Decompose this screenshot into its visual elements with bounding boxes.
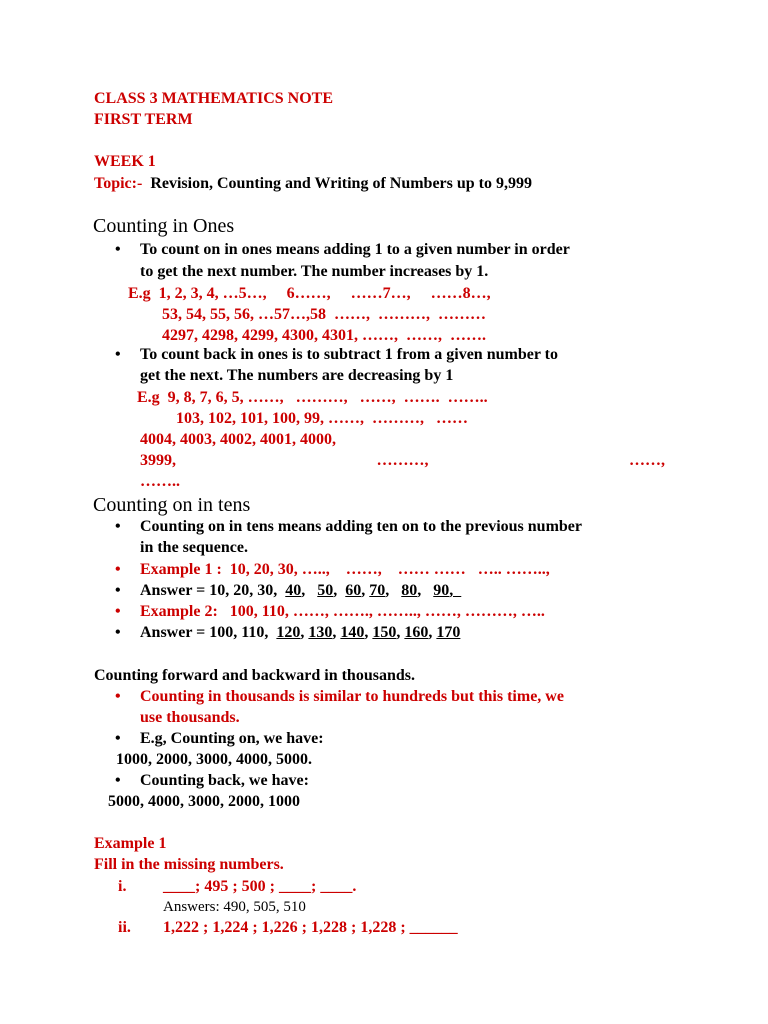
- ones-back-example-1: E.g 9, 8, 7, 6, 5, ……, ………, ……, ……. ……..: [137, 389, 488, 406]
- answer-value: 90: [433, 582, 450, 599]
- ones-back-example-4a: 3999,: [140, 452, 176, 469]
- example-instruction: Fill in the missing numbers.: [94, 856, 284, 873]
- ones-example-2: 53, 54, 55, 56, …57…,58 ……, ………, ………: [162, 306, 486, 323]
- tens-answer-2: • Answer = 100, 110, 120, 130, 140, 150, 160, 170: [140, 623, 460, 643]
- thousands-on-values: 1000, 2000, 3000, 4000, 5000.: [116, 751, 312, 768]
- ones-example-1: E.g 1, 2, 3, 4, …5…, 6……, ……7…, ……8…,: [128, 285, 491, 302]
- tens-heading: Counting on in tens: [93, 494, 251, 516]
- answer-value: 150: [372, 624, 397, 641]
- ones-back-line1: • To count back in ones is to subtract 1 from a given number to: [140, 345, 558, 365]
- ones-back-example-4: [140, 451, 665, 471]
- topic-line: [94, 174, 532, 194]
- thousands-back-label: • Counting back, we have:: [140, 771, 309, 791]
- doc-title: CLASS 3 MATHEMATICS NOTE: [94, 90, 333, 107]
- example-ii-question: 1,222 ; 1,224 ; 1,226 ; 1,228 ; 1,228 ; ______: [163, 919, 458, 936]
- example-i-question: ____; 495 ; 500 ; ____; ____.: [163, 878, 357, 895]
- ones-heading: Counting in Ones: [93, 215, 235, 237]
- answer-value: 40: [285, 582, 302, 599]
- thousands-heading: Counting forward and backward in thousands.: [94, 667, 415, 684]
- topic-text: Revision, Counting and Writing of Numbers up to 9,999: [150, 175, 533, 192]
- answer-value: 50: [317, 582, 334, 599]
- ones-on-line1: • To count on in ones means adding 1 to a given number in order: [140, 240, 570, 260]
- tens-answer-2-prefix: Answer = 100, 110,: [140, 624, 273, 641]
- ones-example-3: 4297, 4298, 4299, 4300, 4301, ……, ……, …….: [162, 327, 486, 344]
- tens-answer-1-prefix: Answer = 10, 20, 30,: [140, 582, 282, 599]
- example-title: Example 1: [94, 835, 167, 852]
- answer-value: 160: [404, 624, 429, 641]
- ones-back-line2: get the next. The numbers are decreasing by 1: [140, 367, 454, 384]
- tens-example-2: • Example 2: 100, 110, ……, ……., …….., ……, ………, …..: [140, 602, 545, 622]
- answer-value: 70: [369, 582, 386, 599]
- ones-back-example-4c: ……,: [629, 452, 665, 469]
- ones-back-example-2: 103, 102, 101, 100, 99, ……, ………, ……: [176, 410, 468, 427]
- answer-value: 80: [401, 582, 418, 599]
- ones-on-line2: to get the next number. The number increases by 1.: [140, 263, 489, 280]
- tens-def-line1: • Counting on in tens means adding ten on to the previous number: [140, 517, 582, 537]
- answer-value: 140: [340, 624, 365, 641]
- ones-back-example-3: 4004, 4003, 4002, 4001, 4000,: [140, 431, 336, 448]
- topic-label: Topic:-: [94, 175, 143, 192]
- answer-value: 60: [345, 582, 362, 599]
- answer-value: 130: [308, 624, 333, 641]
- ones-back-example-5: ……..: [140, 473, 180, 490]
- tens-example-1: • Example 1 : 10, 20, 30, ….., ……, …… …… ….. ……..,: [140, 560, 550, 580]
- thousands-on-label: • E.g, Counting on, we have:: [140, 729, 324, 749]
- week-label: WEEK 1: [94, 153, 156, 170]
- thousands-back-values: 5000, 4000, 3000, 2000, 1000: [108, 793, 300, 810]
- answer-value: 170: [436, 624, 461, 641]
- thousands-note-line1: • Counting in thousands is similar to hundreds but this time, we: [140, 687, 564, 707]
- answer-value: 120: [276, 624, 301, 641]
- ones-back-example-4b: ………,: [376, 452, 429, 469]
- tens-def-line2: in the sequence.: [140, 539, 248, 556]
- term-label: FIRST TERM: [94, 111, 193, 128]
- example-i-label: i.: [118, 878, 127, 895]
- tens-answer-1: • Answer = 10, 20, 30, 40, 50, 60, 70, 80, 90,: [140, 581, 461, 601]
- example-ii-label: ii.: [118, 919, 131, 936]
- thousands-note-line2: use thousands.: [140, 709, 240, 726]
- example-i-answer: Answers: 490, 505, 510: [163, 899, 306, 915]
